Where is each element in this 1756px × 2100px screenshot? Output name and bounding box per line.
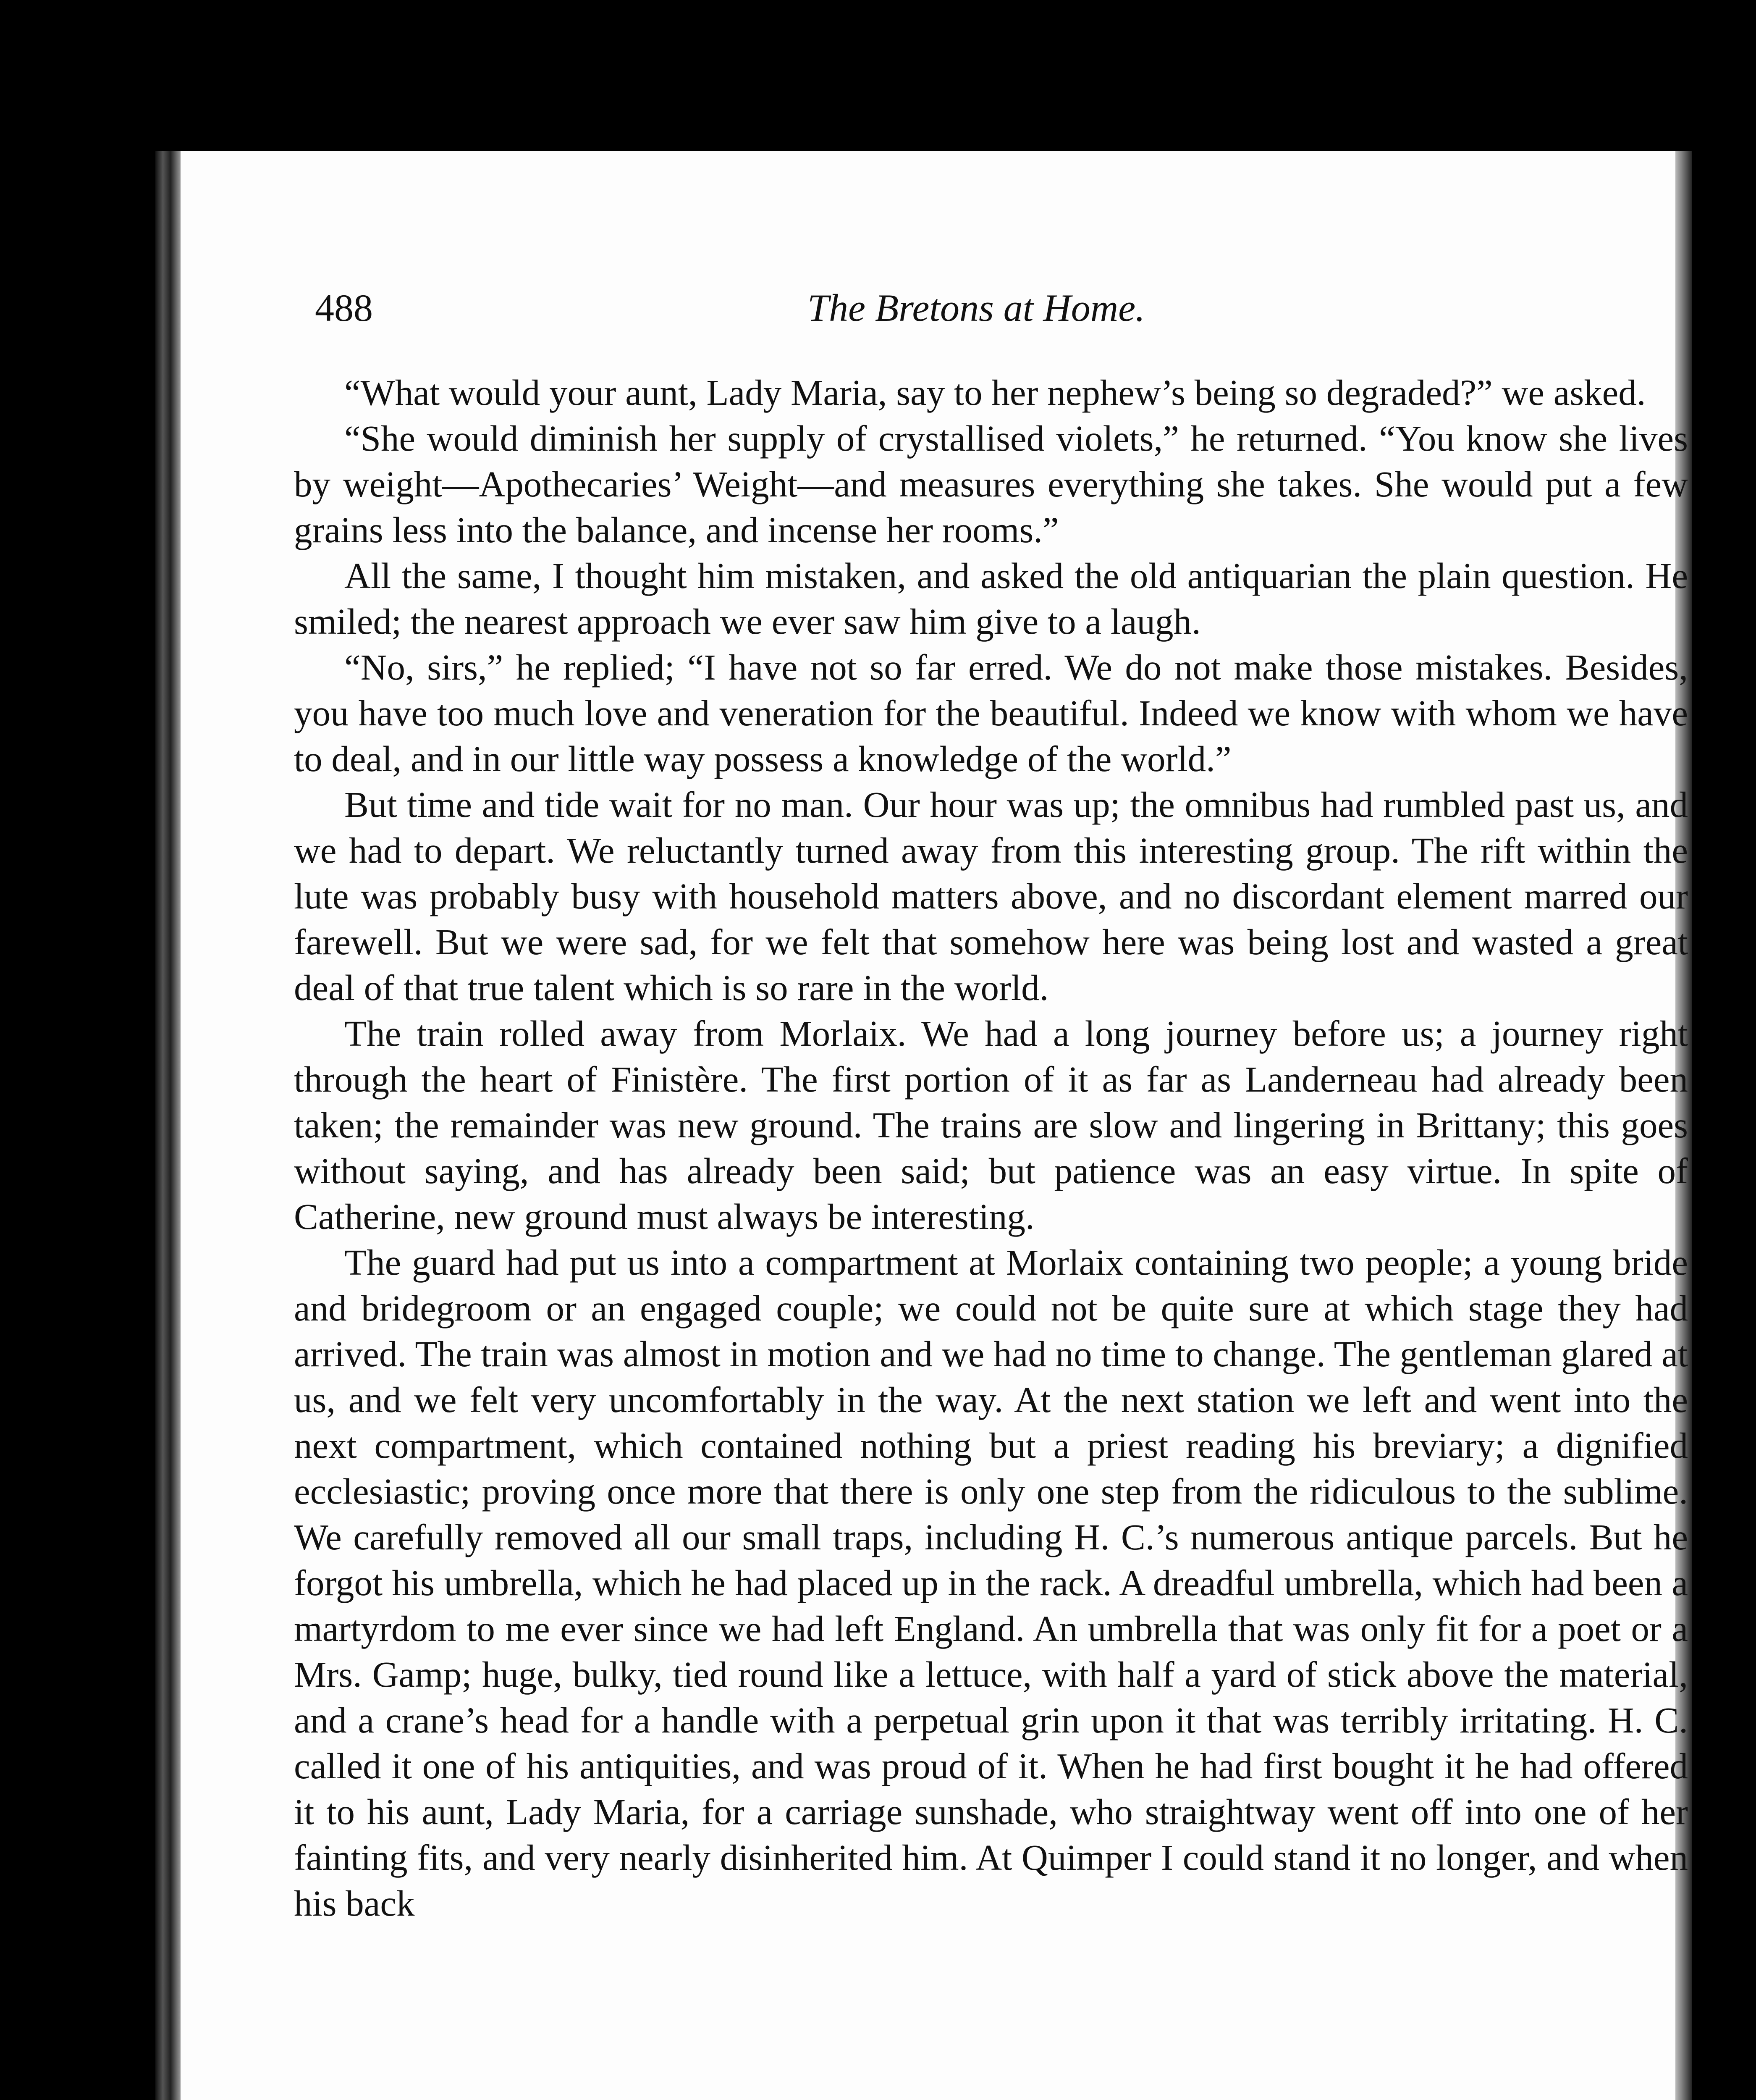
running-head <box>315 286 1638 353</box>
paragraph-2: “She would diminish her supply of crystallised violets,” he returned. “You know she lives by weight—Apothecaries’ Weight—and measures everything she takes. She would put a few grains less into the balance, and incense her rooms.” <box>294 418 1688 550</box>
running-title: The Bretons at Home. <box>807 286 1145 329</box>
paragraph-4: “No, sirs,” he replied; “I have not so far erred. We do not make those mistakes. Besides, you have too much love and veneration for the beautiful. Indeed we know with whom we have to deal, and in our little way possess a knowledge of the world.” <box>294 647 1688 779</box>
paragraph-5: But time and tide wait for no man. Our hour was up; the omnibus had rumbled past us, and we had to depart. We reluctantly turned away from this interesting group. The rift within the lute was probably busy with household matters above, and no discordant element marred our farewell. But we were sad, for we felt that somehow here was being lost and wasted a great deal of that true talent which is so rare in the world. <box>294 784 1688 1008</box>
page-number: 488 <box>315 286 373 329</box>
body-text <box>294 370 1688 1926</box>
page-gutter-edge <box>155 151 181 2100</box>
paragraph-7: The guard had put us into a compartment at Morlaix containing two people; a young bride and bridegroom or an engaged couple; we could not be quite sure at which stage they had arrived. The train was almost in motion and we had no time to change. The gentleman glared at us, and we felt very uncomfortably in the way. At the next station we left and went into the next compartment, which contained nothing but a priest reading his breviary; a dignified ecclesiastic; proving once more that there is only one step from the ridiculous to the sublime. We carefully removed all our small traps, including H. C.’s numerous antique parcels. But he forgot his umbrella, which he had placed up in the rack. A dreadful umbrella, which had been a martyrdom to me ever since we had left England. An umbrella that was only fit for a poet or a Mrs. Gamp; huge, bulky, tied round like a lettuce, with half a yard of stick above the material, and a crane’s head for a handle with a perpetual grin upon it that was terribly irritating. H. C. called it one of his antiquities, and was proud of it. When he had first bought it he had offered it to his aunt, Lady Maria, for a carriage sunshade, who straightway went off into one of her fainting fits, and very nearly disinherited him. At Quimper I could stand it no longer, and when his back <box>294 1242 1688 1924</box>
paragraph-1: “What would your aunt, Lady Maria, say to her nephew’s being so degraded?” we asked. <box>344 372 1646 413</box>
paragraph-3: All the same, I thought him mistaken, and asked the old antiquarian the plain question. He smiled; the nearest approach we ever saw him give to a laugh. <box>294 555 1688 642</box>
book-page <box>155 151 1692 2100</box>
paragraph-6: The train rolled away from Morlaix. We had a long journey before us; a journey right through the heart of Finistère. The first portion of it as far as Landerneau had already been taken; the remainder was new ground. The trains are slow and lingering in Brittany; this goes without saying, and has already been said; but patience was an easy virtue. In spite of Catherine, new ground must always be interesting. <box>294 1013 1688 1237</box>
